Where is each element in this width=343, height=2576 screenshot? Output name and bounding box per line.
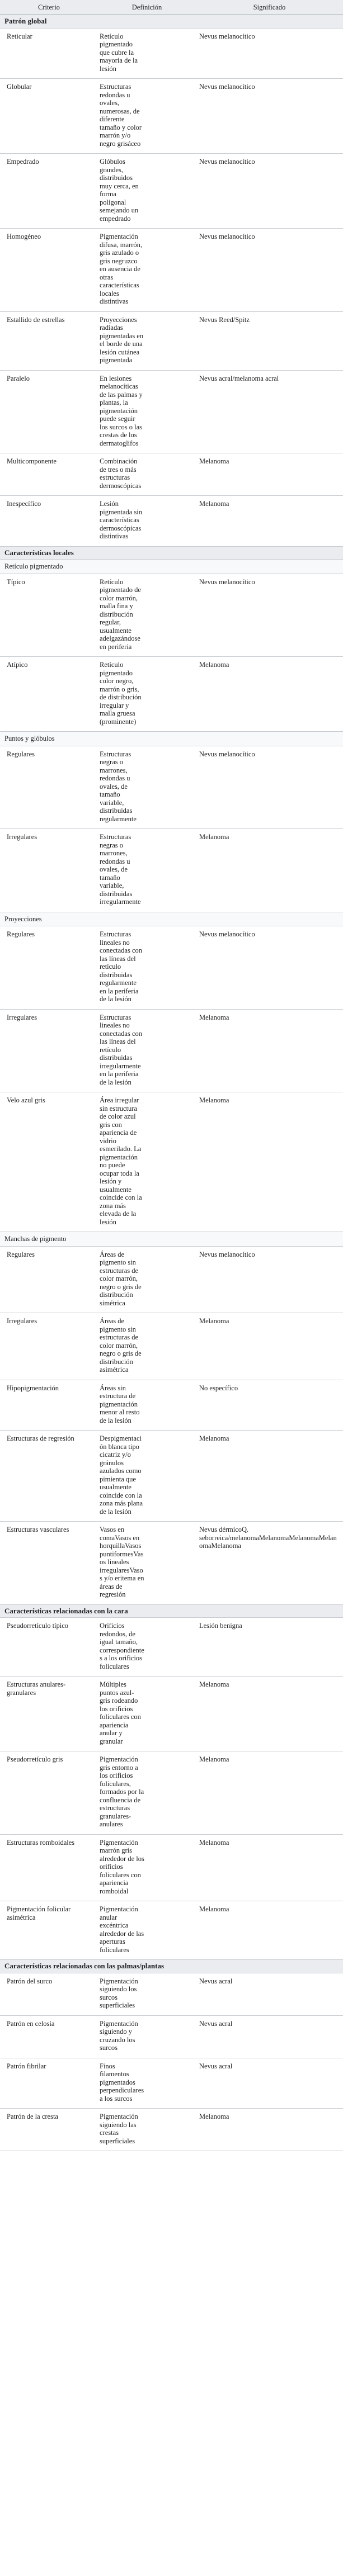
criterion-cell: Irregulares [0, 829, 98, 912]
header-definition[interactable]: Definición [98, 0, 196, 15]
definition-text: Pigmentación siguiendo y cruzando los surcos [100, 2019, 138, 2052]
table-row [0, 496, 343, 547]
subsection-header [0, 732, 343, 746]
definition-text: Glóbulos grandes, distribuidos muy cerca, en forma poligonal semejando un empedrado [100, 158, 139, 222]
definition-text: Pigmentación siguiendo los surcos superficiales [100, 1977, 138, 2009]
definition-text: Lesión pigmentada sin características dermoscópicas distintivas [100, 500, 143, 540]
criterion-cell: Multicomponente [0, 453, 98, 496]
definition-cell [98, 1009, 196, 1092]
meaning-cell: Lesión benigna [196, 1618, 343, 1677]
criterion-cell: Estructuras vasculares [0, 1522, 98, 1605]
definition-text: Estructuras redondas u ovales, numerosas, de diferente tamaño y color marrón y/o negro grisáceo [100, 83, 142, 148]
section-header [0, 1960, 343, 1973]
criterion-cell: Patrón fibrilar [0, 2058, 98, 2109]
definition-cell [98, 1313, 196, 1380]
criterion-cell: Estructuras romboidales [0, 1834, 98, 1901]
definition-text: Área irregular sin estructura de color azul gris con apariencia de vidrio esmerilado. La pigmentación no puede ocupar toda la lesión y usualmente coincide con la zona más elevada de la lesión [100, 1096, 142, 1226]
criterion-cell: Paralelo [0, 370, 98, 453]
meaning-cell: Nevus melanocítico [196, 28, 343, 79]
table-row [0, 1380, 343, 1431]
table-row [0, 657, 343, 732]
criterion-cell: Velo azul gris [0, 1092, 98, 1232]
meaning-cell: Nevus acral [196, 2015, 343, 2058]
section-title: Características relacionadas con la cara [0, 1604, 343, 1618]
meaning-cell: Nevus melanocítico [196, 926, 343, 1010]
definition-text: Retículo pigmentado de color marrón, malla fina y distribución regular, usualmente adelgazándose en periferia [100, 577, 141, 651]
table-row [0, 2058, 343, 2109]
criterion-cell: Hipopigmentación [0, 1380, 98, 1431]
definition-text: Múltiples puntos azul-gris rodeando los orificios foliculares con apariencia anular y granular [100, 1680, 141, 1745]
criterion-cell: Irregulares [0, 1313, 98, 1380]
meaning-cell: Nevus Reed/Spitz [196, 311, 343, 370]
table-row [0, 1246, 343, 1313]
table-body [0, 15, 343, 2151]
definition-cell [98, 1618, 196, 1677]
table-row [0, 1313, 343, 1380]
table-row [0, 829, 343, 912]
criterion-cell: Pseudorretículo gris [0, 1751, 98, 1835]
definition-cell [98, 657, 196, 732]
section-header [0, 546, 343, 560]
criterion-cell: Atípico [0, 657, 98, 732]
criterion-cell: Regulares [0, 746, 98, 829]
criterion-cell: Homogéneo [0, 229, 98, 312]
subsection-header [0, 912, 343, 926]
definition-text: Áreas sin estructura de pigmentación menor al resto de la lesión [100, 1384, 140, 1424]
definition-cell [98, 1380, 196, 1431]
definition-cell [98, 2109, 196, 2151]
definition-text: Estructuras negras o marrones, redondas u ovales, de tamaño variable, distribuidas regularmente [100, 750, 137, 823]
definition-text: Finos filamentos pigmentados perpendiculares a los surcos [100, 2062, 144, 2103]
definition-text: Vasos en comaVasos en horquillaVasos puntiformesVasos lineales irregularesVasos y/o eritema en áreas de regresión [100, 1526, 144, 1598]
definition-cell [98, 496, 196, 547]
section-header [0, 15, 343, 29]
meaning-cell: Melanoma [196, 1901, 343, 1960]
table-row [0, 1677, 343, 1751]
meaning-cell: Melanoma [196, 1431, 343, 1522]
table-row [0, 453, 343, 496]
table-row [0, 311, 343, 370]
table-row [0, 1751, 343, 1835]
meaning-cell: Nevus melanocítico [196, 746, 343, 829]
meaning-cell: Nevus acral/melanoma acral [196, 370, 343, 453]
table-row [0, 1009, 343, 1092]
subsection-title: Manchas de pigmento [0, 1232, 343, 1247]
table-row [0, 1522, 343, 1605]
criterion-cell: Reticular [0, 28, 98, 79]
section-header [0, 1604, 343, 1618]
meaning-cell: Nevus melanocítico [196, 1246, 343, 1313]
definition-cell [98, 1834, 196, 1901]
table-header-row [0, 0, 343, 15]
criterion-cell: Patrón de la cresta [0, 2109, 98, 2151]
meaning-cell: Melanoma [196, 496, 343, 547]
definition-cell [98, 926, 196, 1010]
definition-text: Pigmentación gris entorno a los orificios foliculares, formados por la confluencia de estructuras granulares-anulares [100, 1755, 144, 1828]
definition-text: Áreas de pigmento sin estructuras de color marrón, negro o gris de distribución simétrica [100, 1250, 142, 1307]
table-row [0, 79, 343, 154]
definition-cell [98, 79, 196, 154]
definition-cell [98, 1431, 196, 1522]
subsection-header [0, 1232, 343, 1247]
meaning-cell: Nevus acral [196, 2058, 343, 2109]
table-row [0, 2015, 343, 2058]
criterion-cell: Regulares [0, 1246, 98, 1313]
definition-cell [98, 1246, 196, 1313]
meaning-cell: Melanoma [196, 1677, 343, 1751]
definition-cell [98, 829, 196, 912]
meaning-cell: Melanoma [196, 453, 343, 496]
meaning-cell: Melanoma [196, 1751, 343, 1835]
meaning-cell: Nevus dérmicoQ. seborreica/melanomaMelanomaMelanomaMelanomaMelanoma [196, 1522, 343, 1605]
criterion-cell: Estructuras de regresión [0, 1431, 98, 1522]
subsection-title: Proyecciones [0, 912, 343, 926]
definition-cell [98, 154, 196, 229]
definition-cell [98, 746, 196, 829]
subsection-title: Retículo pigmentado [0, 560, 343, 574]
meaning-cell: Melanoma [196, 1834, 343, 1901]
meaning-cell: Nevus melanocítico [196, 229, 343, 312]
definition-cell [98, 453, 196, 496]
table-row [0, 28, 343, 79]
header-meaning[interactable]: Significado [196, 0, 343, 15]
header-criterion[interactable]: Criterio [0, 0, 98, 15]
section-title: Patrón global [0, 15, 343, 29]
criterion-cell: Inespecífico [0, 496, 98, 547]
definition-text: Combinación de tres o más estructuras dermoscópicas [100, 457, 142, 490]
table-row [0, 1834, 343, 1901]
definition-text: Despigmentación blanca tipo cicatriz y/o gránulos azulados como pimienta que usualmente coincide con la zona más plana de la lesión [100, 1434, 143, 1516]
definition-text: Retículo pigmentado color negro, marrón o gris, de distribución irregular y malla gruesa (prominente) [100, 661, 142, 726]
criterion-cell: Regulares [0, 926, 98, 1010]
criterion-cell: Pseudorretículo típico [0, 1618, 98, 1677]
criterion-cell: Irregulares [0, 1009, 98, 1092]
definition-cell [98, 370, 196, 453]
table-row [0, 2109, 343, 2151]
criterion-cell: Estallido de estrellas [0, 311, 98, 370]
table-row [0, 229, 343, 312]
meaning-cell: Nevus melanocítico [196, 79, 343, 154]
definition-cell [98, 1522, 196, 1605]
definition-text: Áreas de pigmento sin estructuras de color marrón, negro o gris de distribución asimétrica [100, 1317, 142, 1374]
definition-cell [98, 2015, 196, 2058]
definition-text: En lesiones melanocíticas de las palmas y plantas, la pigmentación puede seguir los surcos o las crestas de los dermatoglifos [100, 374, 143, 447]
criterion-cell: Típico [0, 574, 98, 657]
definition-text: Proyecciones radiadas pigmentadas en el borde de una lesión cutánea pigmentada [100, 315, 144, 364]
meaning-cell: Melanoma [196, 1092, 343, 1232]
table-row [0, 370, 343, 453]
table-row [0, 926, 343, 1010]
definition-cell [98, 311, 196, 370]
meaning-cell: Nevus melanocítico [196, 574, 343, 657]
definition-cell [98, 2058, 196, 2109]
section-title: Características locales [0, 546, 343, 560]
meaning-cell: Nevus acral [196, 1973, 343, 2015]
definition-text: Pigmentación anular excéntrica alrededor de las aperturas foliculares [100, 1905, 144, 1954]
meaning-cell: Melanoma [196, 657, 343, 732]
definition-cell [98, 1901, 196, 1960]
criterion-cell: Patrón en celosía [0, 2015, 98, 2058]
definition-text: Pigmentación siguiendo las crestas superficiales [100, 2113, 138, 2145]
definition-cell [98, 1092, 196, 1232]
definition-text: Estructuras negras o marrones, redondas u ovales, de tamaño variable, distribuidas irregularmente [100, 833, 141, 906]
meaning-cell: Melanoma [196, 1009, 343, 1092]
table-row [0, 1431, 343, 1522]
subsection-header [0, 560, 343, 574]
definition-text: Estructuras lineales no conectadas con las líneas del retículo distribuidas regularmente en la periferia de la lesión [100, 930, 143, 1003]
section-title: Características relacionadas con las palmas/plantas [0, 1960, 343, 1973]
definition-text: Pigmentación marrón gris alrededor de los orificios foliculares con apariencia romboidal [100, 1838, 144, 1895]
definition-cell [98, 1973, 196, 2015]
criterion-cell: Pigmentación folicular asimétrica [0, 1901, 98, 1960]
meaning-cell: Melanoma [196, 1313, 343, 1380]
definition-text: Orificios redondos, de igual tamaño, correspondientes a los orificios foliculares [100, 1622, 144, 1670]
definition-cell [98, 229, 196, 312]
criterion-cell: Empedrado [0, 154, 98, 229]
table-row [0, 574, 343, 657]
definition-text: Pigmentación difusa, marrón, gris azulado o gris negruzco en ausencia de otras características locales distintivas [100, 233, 143, 305]
table-row [0, 1092, 343, 1232]
table-row [0, 1901, 343, 1960]
definition-text: Estructuras lineales no conectadas con las líneas del retículo distribuidas irregularmente en la periferia de la lesión [100, 1013, 143, 1086]
definition-cell [98, 1751, 196, 1835]
criterion-cell: Globular [0, 79, 98, 154]
table-row [0, 154, 343, 229]
meaning-cell: Melanoma [196, 2109, 343, 2151]
meaning-cell: Nevus melanocítico [196, 154, 343, 229]
criterion-cell: Estructuras anulares-granulares [0, 1677, 98, 1751]
table-row [0, 1618, 343, 1677]
meaning-cell: No específico [196, 1380, 343, 1431]
table-row [0, 1973, 343, 2015]
subsection-title: Puntos y glóbulos [0, 732, 343, 746]
definition-text: Retículo pigmentado que cubre la mayoría de la lesión [100, 32, 138, 73]
table-row [0, 746, 343, 829]
definition-cell [98, 1677, 196, 1751]
meaning-cell: Melanoma [196, 829, 343, 912]
definition-cell [98, 28, 196, 79]
criterion-cell: Patrón del surco [0, 1973, 98, 2015]
definition-cell [98, 574, 196, 657]
